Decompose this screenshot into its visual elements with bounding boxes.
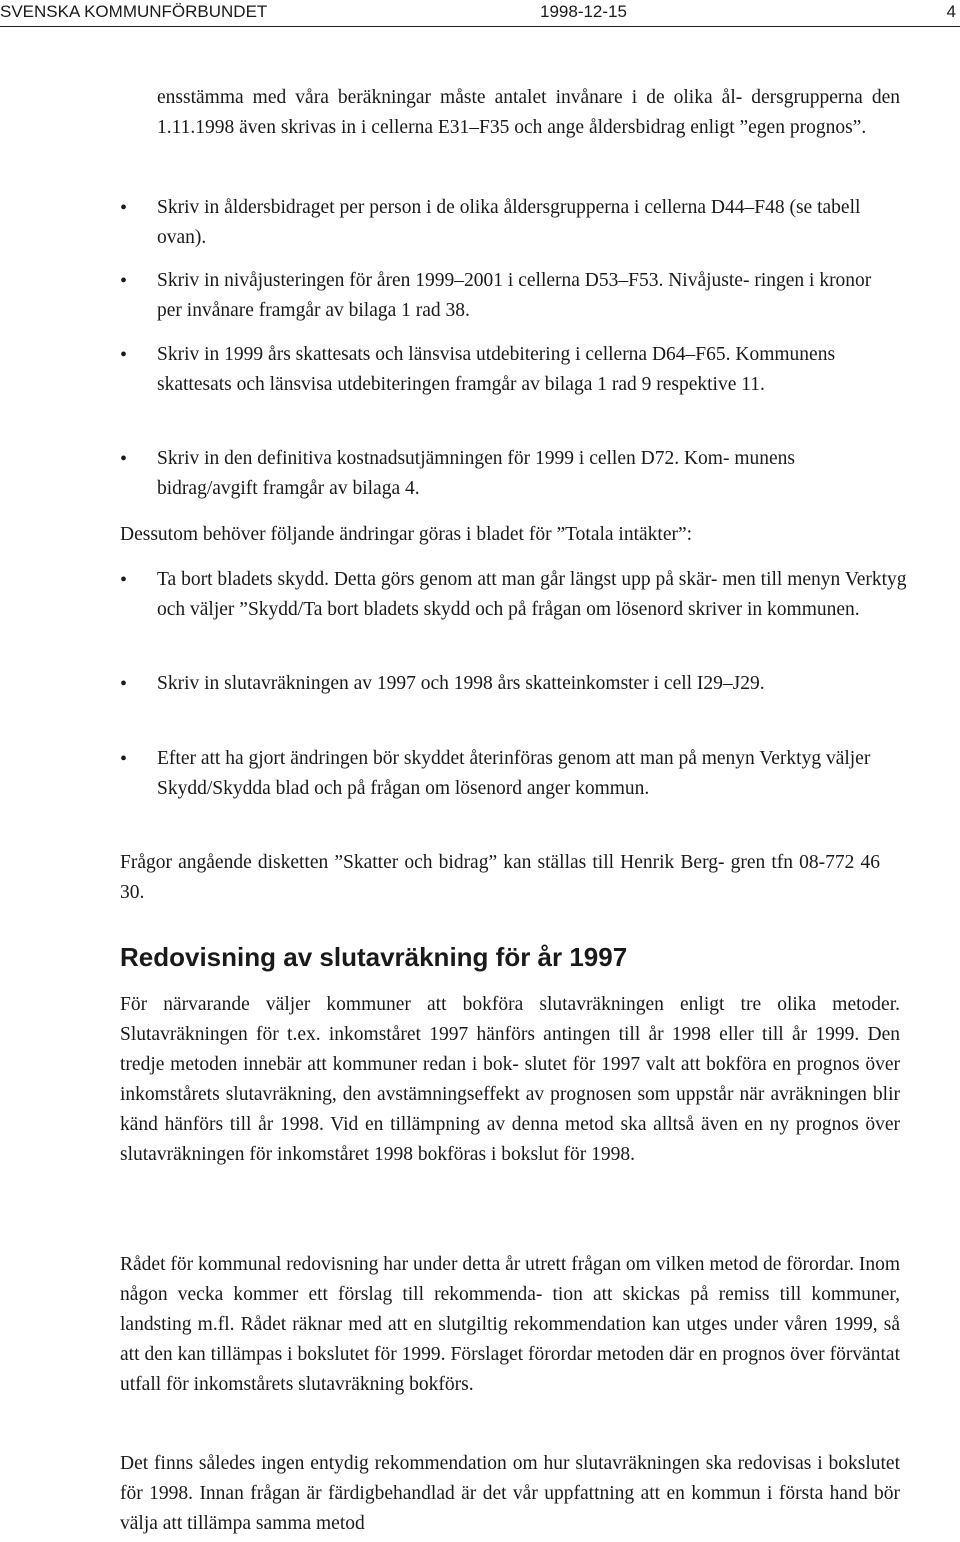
- paragraph: Rådet för kommunal redovisning har under detta år utrett frågan om vilken metod de förordar. Inom någon vecka kommer ett förslag till rekommenda- tion att skickas på remiss till kommuner, landsting m.fl. Rådet räknar med att en slutgiltig rekommendation kan utges under våren 1999, så att den kan tillämpas i bokslutet för 1999. Förslaget förordar metoden där en prognos över förväntat utfall för inkomstårets slutavräkning bokförs.: [120, 1254, 900, 1395]
- bullet-item: • Skriv in åldersbidraget per person i de olika åldersgrupperna i cellerna D44–F48 (se tabell ovan).: [120, 193, 900, 253]
- header-divider: [0, 26, 960, 27]
- bullet-item: • Skriv in 1999 års skattesats och länsvisa utdebitering i cellerna D64–F65. Kommunens skattesats och länsvisa utdebiteringen framgår av bilaga 1 rad 9 respektive 11.: [120, 340, 900, 400]
- bullet-item: • Skriv in slutavräkningen av 1997 och 1998 års skatteinkomster i cell I29–J29.: [120, 669, 900, 699]
- paragraph: För närvarande väljer kommuner att bokföra slutavräkningen enligt tre olika metoder. Slutavräkningen för t.ex. inkomståret 1997 hänförs antingen till år 1998 eller till år 1999. Den tredje metoden innebär att kommuner redan i bok- slutet för 1997 valt att bokföra en prognos över inkomstårets slutavräkning, den avstämningseffekt av prognosen som uppstår när avräkningen blir känd hänförs till år 1998. Vid en tillämpning av denna metod ska alltså även en ny prognos över slutavräkningen för inkomståret 1998 bokföras i bokslut för 1998.: [120, 994, 900, 1165]
- paragraph: Det finns således ingen entydig rekommendation om hur slutavräkningen ska redovisas i bokslutet för 1998. Innan frågan är färdigbehandlad är det vår uppfattning att en kommun i första hand bör välja att tillämpa samma metod: [120, 1453, 900, 1534]
- paragraph-intro: Dessutom behöver följande ändringar göras i bladet för ”Totala intäkter”:: [120, 524, 693, 545]
- header-page-number: 4: [946, 2, 956, 21]
- bullet-item: • Skriv in den definitiva kostnadsutjämningen för 1999 i cellen D72. Kom- munens bidrag/avgift framgår av bilaga 4.: [120, 444, 900, 504]
- header-organization: SVENSKA KOMMUNFÖRBUNDET: [0, 2, 268, 21]
- bullet-item: • Ta bort bladets skydd. Detta görs genom att man går längst upp på skär- men till menyn Verktyg och väljer ”Skydd/Ta bort bladets skydd och på frågan om lösenord skriver in kommunen.: [120, 565, 937, 625]
- paragraph-questions: Frågor angående disketten ”Skatter och bidrag” kan ställas till Henrik Berg- gren tfn 08-772 46 30.: [120, 852, 880, 903]
- section-heading: Redovisning av slutavräkning för år 1997: [120, 942, 628, 972]
- page-header: [0, 0, 960, 27]
- header-date: 1998-12-15: [540, 2, 627, 21]
- bullet-continuation: ensstämma med våra beräkningar måste antalet invånare i de olika ål- dersgrupperna den 1.11.1998 även skrivas in i cellerna E31–F35 och ange åldersbidrag enligt ”egen prognos”.: [157, 87, 900, 138]
- bullet-item: • Efter att ha gjort ändringen bör skyddet återinföras genom att man på menyn Verktyg väljer Skydd/Skydda blad och på frågan om lösenord anger kommun.: [120, 744, 900, 804]
- bullet-item: • Skriv in nivåjusteringen för åren 1999–2001 i cellerna D53–F53. Nivåjuste- ringen i kronor per invånare framgår av bilaga 1 rad 38.: [120, 266, 900, 326]
